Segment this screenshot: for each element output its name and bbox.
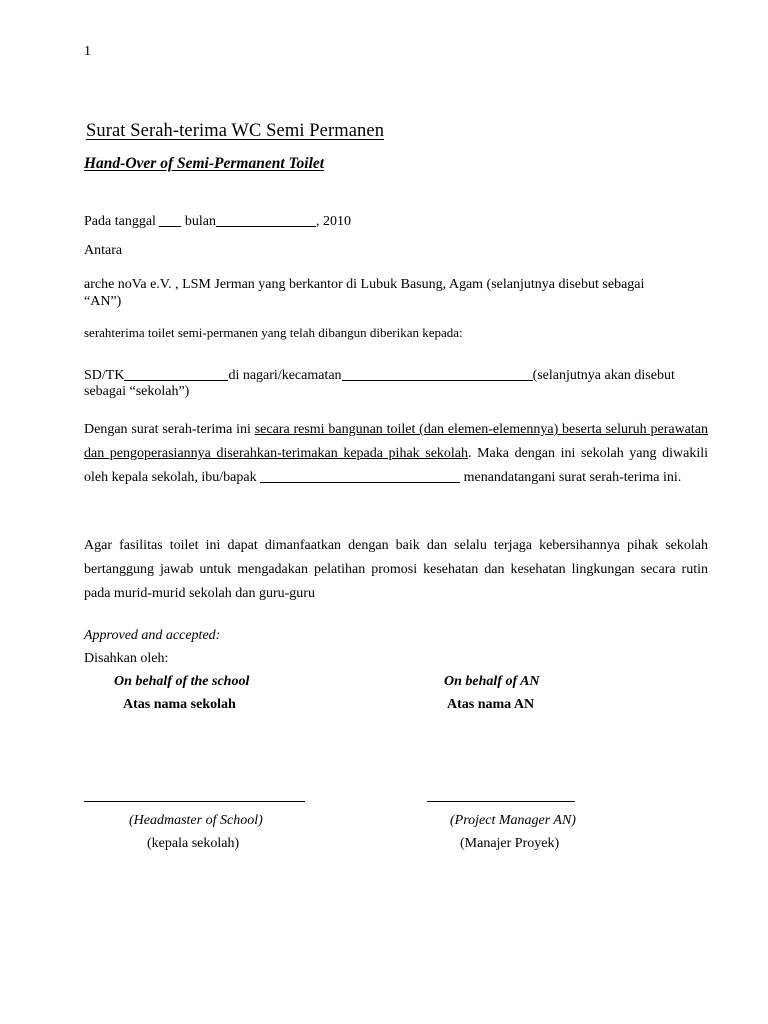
paragraph-responsibility: Agar fasilitas toilet ini dapat dimanfaatkan dengan baik dan selalu terjaga kebersihannya pihak sekolah bertanggung jawab untuk mengadakan pelatihan promosi kesehatan dan kesehatan lingkungan secara rutin pada murid-murid sekolah dan guru-guru bbox=[84, 538, 708, 601]
paragraph-handover-part3: menandatangani surat serah-terima ini. bbox=[460, 470, 682, 485]
left-role-en: (Headmaster of School) bbox=[129, 813, 263, 828]
school-type-label: SD/TK bbox=[84, 368, 125, 383]
paragraph-handover-underlined: secara resmi bangunan toilet (dan elemen-elemennya) beserta seluruh perawatan dan pengoperasiannya diserahkan-terimakan kepada pihak sekolah bbox=[84, 422, 708, 461]
month-blank bbox=[216, 212, 316, 227]
right-behalf-id: Atas nama AN bbox=[447, 697, 535, 712]
left-signature-line bbox=[84, 801, 305, 802]
right-role-en: (Project Manager AN) bbox=[450, 813, 576, 828]
location-label: di nagari/kecamatan bbox=[228, 368, 342, 383]
location-blank bbox=[342, 366, 533, 381]
paragraph-handover bbox=[84, 418, 708, 490]
right-role-id: (Manajer Proyek) bbox=[460, 836, 560, 851]
day-blank bbox=[159, 212, 181, 227]
left-behalf-en: On behalf of the school bbox=[114, 674, 250, 689]
date-prefix: Pada tanggal bbox=[84, 214, 160, 229]
date-month-label: bulan bbox=[181, 214, 217, 229]
antara-label: Antara bbox=[84, 243, 123, 258]
school-line2: sebagai “sekolah”) bbox=[84, 384, 190, 399]
representative-name-blank bbox=[260, 468, 460, 483]
document-title: Surat Serah-terima WC Semi Permanen bbox=[86, 121, 385, 141]
school-name-blank bbox=[124, 366, 228, 381]
date-year: , 2010 bbox=[316, 214, 352, 229]
page-number: 1 bbox=[84, 44, 91, 59]
party-an-line2: “AN”) bbox=[84, 294, 122, 309]
party-an-line1: arche noVa e.V. , LSM Jerman yang berkantor di Lubuk Basung, Agam (selanjutnya disebut sebagai bbox=[84, 277, 645, 292]
paragraph-handover-part2: . Maka dengan ini sekolah yang diwakili oleh kepala sekolah, ibu/bapak bbox=[84, 446, 708, 485]
handover-intro: serahterima toilet semi-permanen yang telah dibangun diberikan kepada: bbox=[84, 325, 463, 340]
school-line-suffix: (selanjutnya akan disebut bbox=[532, 368, 675, 383]
left-behalf-id: Atas nama sekolah bbox=[123, 697, 236, 712]
document-subtitle: Hand-Over of Semi-Permanent Toilet bbox=[84, 155, 325, 172]
school-line bbox=[84, 366, 675, 384]
approved-label: Approved and accepted: bbox=[84, 628, 221, 643]
date-line bbox=[84, 212, 351, 230]
right-signature-line bbox=[427, 801, 575, 802]
right-behalf-en: On behalf of AN bbox=[444, 674, 540, 689]
left-role-id: (kepala sekolah) bbox=[147, 836, 240, 851]
disahkan-label: Disahkan oleh: bbox=[84, 651, 169, 666]
paragraph-handover-part1: Dengan surat serah-terima ini bbox=[84, 422, 255, 437]
